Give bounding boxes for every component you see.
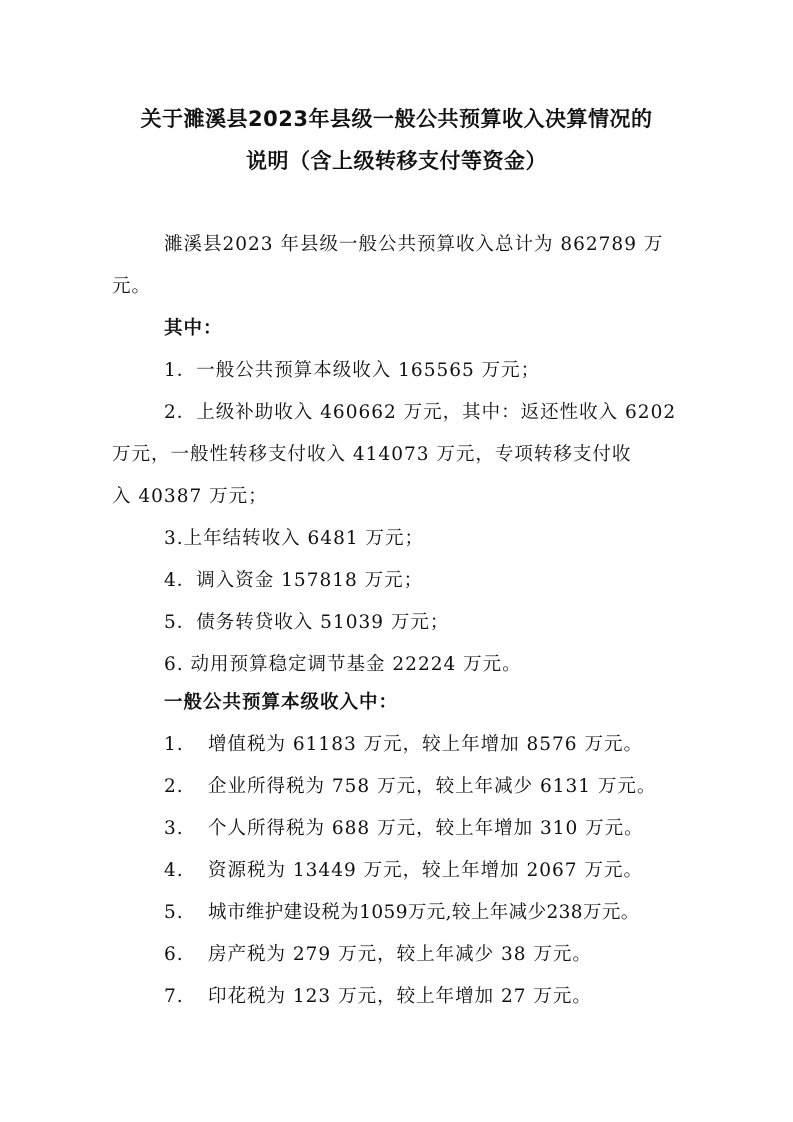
list-item — [164, 942, 744, 968]
breakdown-item-6: 6. 动用预算稳定调节基金 22224 万元。 — [164, 654, 522, 675]
list-item-text: 资源税为 13449 万元，较上年增加 2067 万元。 — [208, 860, 643, 881]
list-item-text: 房产税为 279 万元，较上年减少 38 万元。 — [208, 944, 592, 965]
list-item — [164, 774, 744, 800]
breakdown-item-2-line1: 2．上级补助收入 460662 万元，其中：返还性收入 6202 — [164, 402, 677, 423]
breakdown-item-3: 3.上年结转收入 6481 万元； — [164, 528, 424, 549]
breakdown-item-5: 5．债务转贷收入 51039 万元； — [164, 612, 450, 633]
breakdown-item-2-line3: 入 40387 万元； — [112, 486, 268, 507]
list-item-text: 个人所得税为 688 万元，较上年增加 310 万元。 — [208, 818, 644, 839]
document-title-line1: 关于濉溪县2023年县级一般公共预算收入决算情况的 — [140, 107, 653, 131]
list-item — [164, 816, 744, 842]
list-item-number: 2. — [164, 776, 184, 797]
list-item — [164, 732, 744, 758]
list-item-text: 增值税为 61183 万元，较上年增加 8576 万元。 — [208, 734, 643, 755]
breakdown-heading: 其中： — [164, 318, 223, 339]
document-title-line2: 说明（含上级转移支付等资金） — [246, 149, 547, 173]
list-item-text: 印花税为 123 万元，较上年增加 27 万元。 — [208, 986, 592, 1007]
intro-line1: 濉溪县2023 年县级一般公共预算收入总计为 862789 万 — [164, 234, 664, 255]
list-item-text: 城市维护建设税为1059万元,较上年减少238万元。 — [208, 902, 640, 923]
local-revenue-heading: 一般公共预算本级收入中： — [164, 692, 399, 713]
list-item — [164, 900, 744, 926]
breakdown-item-1: 1．一般公共预算本级收入 165565 万元； — [164, 360, 541, 381]
list-item-number: 5. — [164, 902, 184, 923]
list-item-number: 6. — [164, 944, 184, 965]
list-item-number: 7. — [164, 986, 184, 1007]
list-item — [164, 858, 744, 884]
list-item-number: 1. — [164, 734, 184, 755]
list-item-number: 4. — [164, 860, 184, 881]
list-item-number: 3. — [164, 818, 184, 839]
breakdown-item-2-line2: 万元，一般性转移支付收入 414073 万元，专项转移支付收 — [112, 444, 632, 465]
breakdown-item-4: 4．调入资金 157818 万元； — [164, 570, 424, 591]
list-item-text: 企业所得税为 758 万元，较上年减少 6131 万元。 — [208, 776, 657, 797]
intro-line2: 元。 — [112, 276, 152, 297]
list-item — [164, 984, 744, 1010]
